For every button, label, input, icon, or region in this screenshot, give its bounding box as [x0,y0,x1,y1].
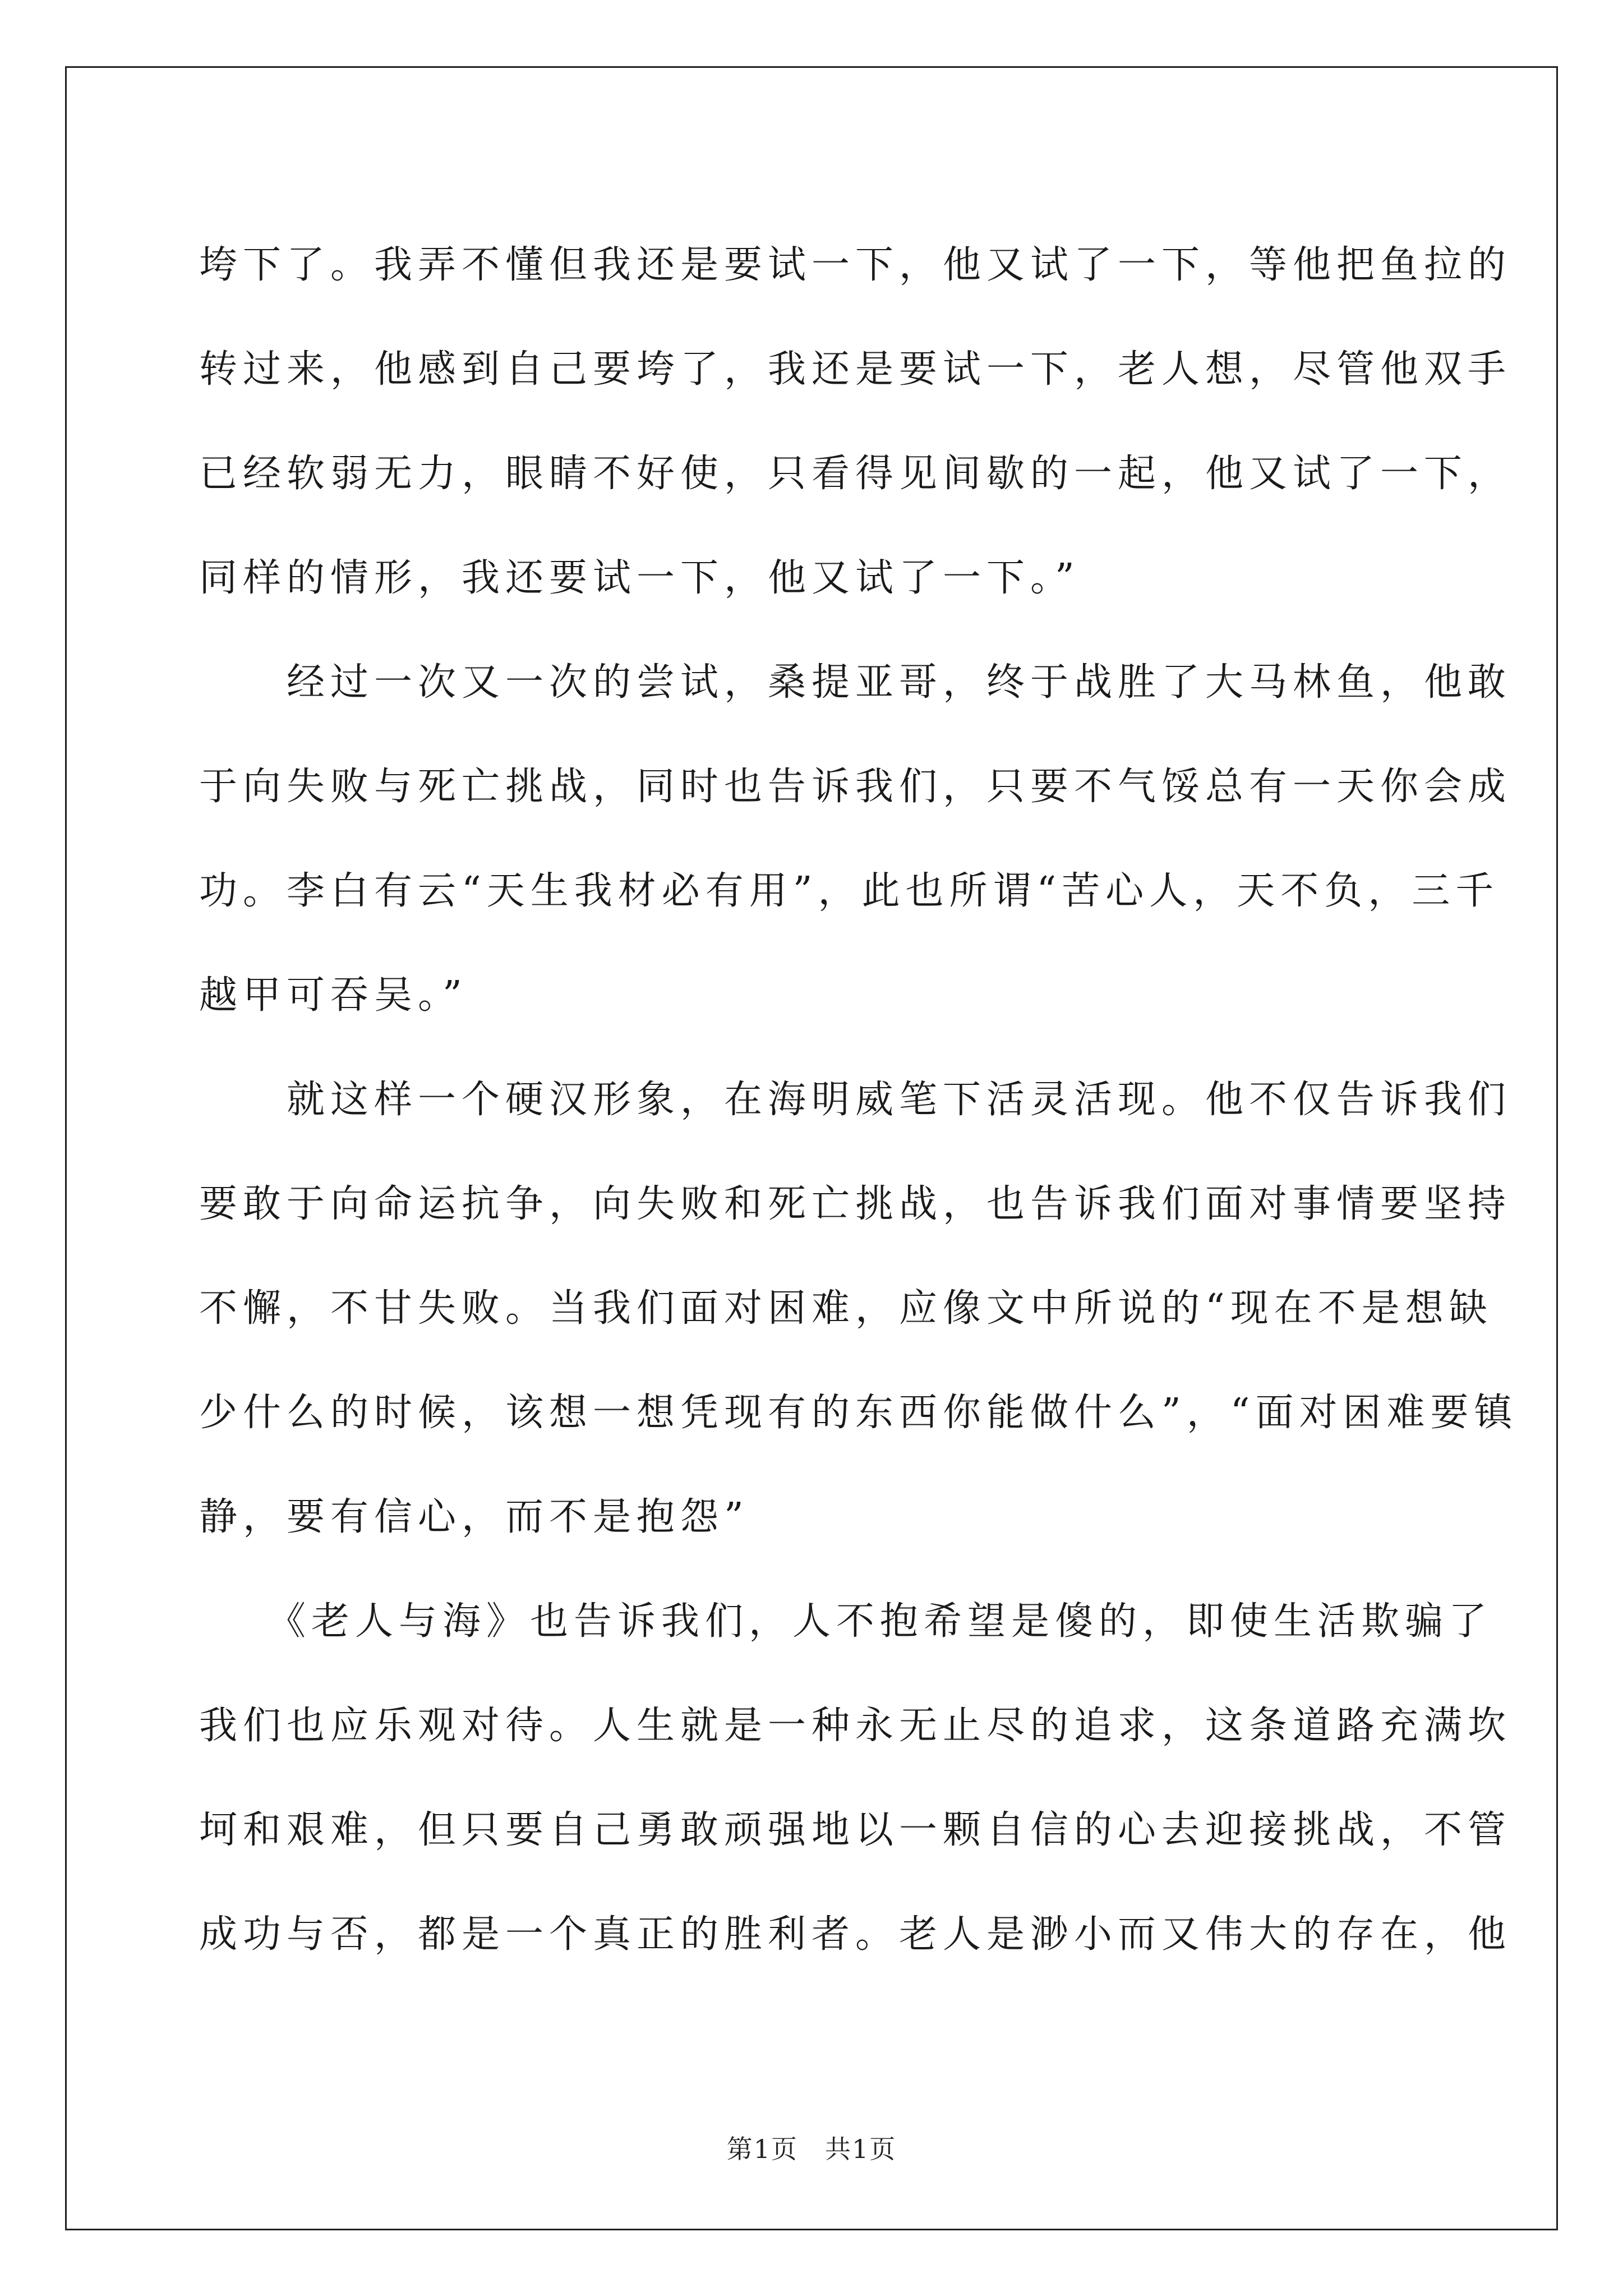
document-body [199,213,1518,1987]
text-line: 静，要有信心，而不是抱怨” [199,1495,749,1539]
text-line: 少什么的时候，该想一想凭现有的东西你能做什么”，“面对困难要镇 [199,1391,1518,1435]
text-line: 我们也应乐观对待。人生就是一种永无止尽的追求，这条道路充满坎 [199,1704,1512,1748]
text-line: 要敢于向命运抗争，向失败和死亡挑战，也告诉我们面对事情要坚持 [199,1182,1512,1226]
text-line: 《老人与海》也告诉我们，人不抱希望是傻的，即使生活欺骗了 [199,1599,1493,1644]
page-number-footer: 第1页 共1页 [726,2134,897,2164]
text-line: 功。李白有云“天生我材必有用”，此也所谓“苦心人，天不负，三千 [199,869,1500,913]
text-line: 转过来，他感到自己要垮了，我还是要试一下，老人想，尽管他双手 [199,347,1512,392]
text-line: 不懈，不甘失败。当我们面对困难，应像文中所说的“现在不是想缺 [199,1286,1493,1331]
text-line: 越甲可吞吴。” [199,973,468,1018]
text-line: 经过一次又一次的尝试，桑提亚哥，终于战胜了大马林鱼，他敢 [199,660,1512,705]
text-line: 成功与否，都是一个真正的胜利者。老人是渺小而又伟大的存在，他 [199,1912,1512,1957]
text-line: 已经软弱无力，眼睛不好使，只看得见间歇的一起，他又试了一下， [199,452,1512,496]
text-line: 同样的情形，我还要试一下，他又试了一下。” [199,556,1080,600]
text-line: 就这样一个硬汉形象，在海明威笔下活灵活现。他不仅告诉我们 [199,1078,1512,1122]
text-line: 垮下了。我弄不懂但我还是要试一下，他又试了一下，等他把鱼拉的 [199,243,1512,287]
text-line: 坷和艰难，但只要自己勇敢顽强地以一颗自信的心去迎接挑战，不管 [199,1808,1512,1852]
text-line: 于向失败与死亡挑战，同时也告诉我们，只要不气馁总有一天你会成 [199,765,1512,809]
